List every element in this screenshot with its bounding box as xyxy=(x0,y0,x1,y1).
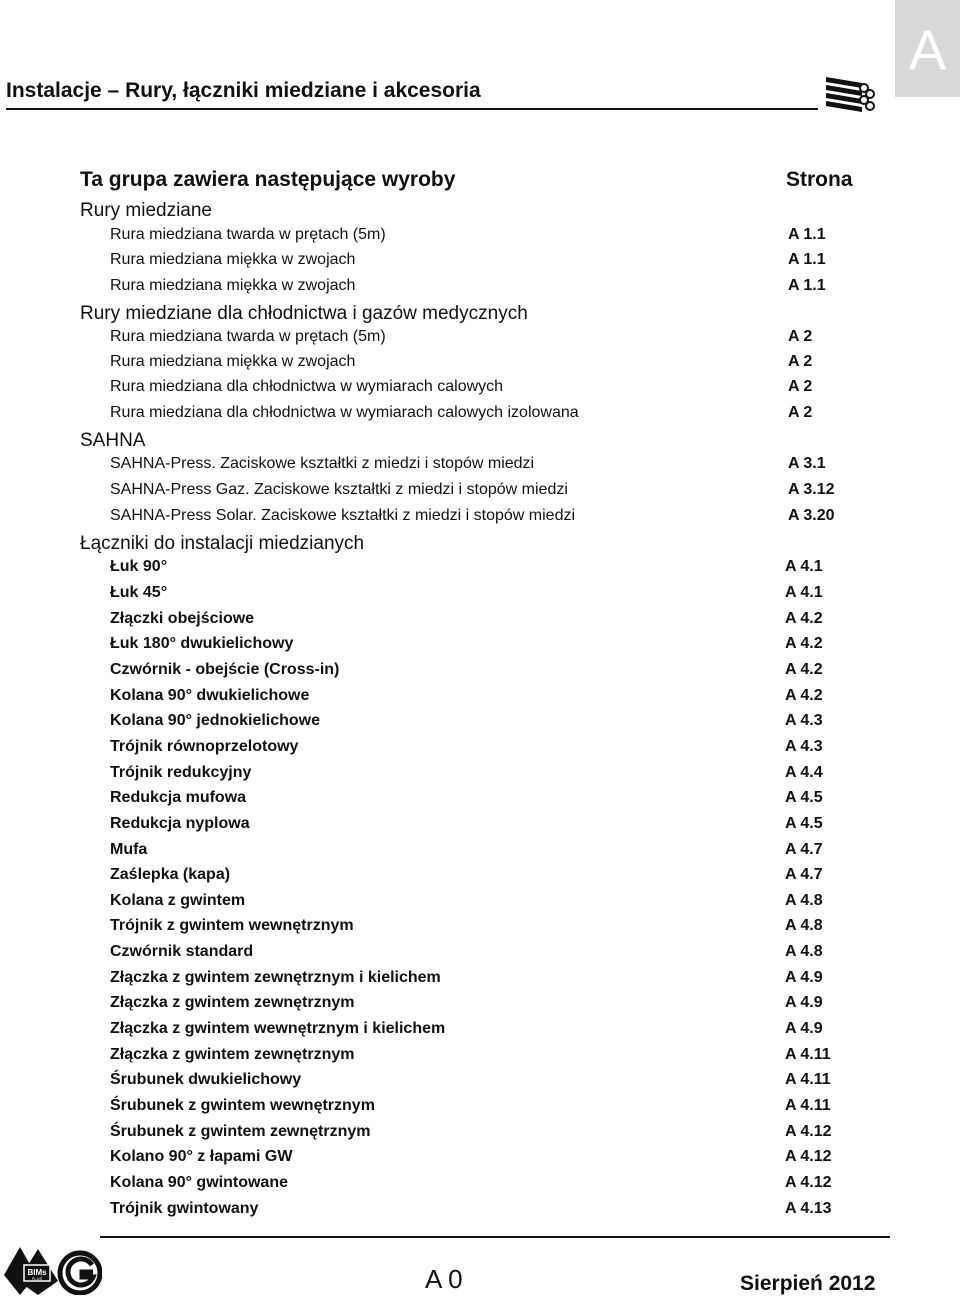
header-divider xyxy=(6,108,818,110)
bims-plus-logo-icon xyxy=(4,1243,102,1295)
toc-item xyxy=(0,712,960,738)
toc-page-ref: A 4.5 xyxy=(785,815,823,832)
toc-item xyxy=(0,866,960,892)
toc-page-ref: A 4.11 xyxy=(785,1046,831,1063)
toc-item xyxy=(0,815,960,841)
toc-page-ref: A 4.11 xyxy=(785,1071,831,1088)
toc-page-ref: A 4.2 xyxy=(785,687,823,704)
toc-item-label: Rura miedziana twarda w prętach (5m) xyxy=(110,328,386,345)
toc-item-label: Zaślepka (kapa) xyxy=(110,866,231,883)
toc-item xyxy=(0,507,960,533)
toc-item-label: Złączka z gwintem zewnętrznym xyxy=(110,994,355,1011)
toc-page-ref: A 4.12 xyxy=(785,1148,832,1165)
toc-item xyxy=(0,404,960,430)
toc-item xyxy=(0,994,960,1020)
toc-item-label: Łuk 180° dwukielichowy xyxy=(110,635,294,652)
toc-page-ref: A 4.1 xyxy=(785,584,823,601)
toc-item-label: Trójnik gwintowany xyxy=(110,1200,259,1217)
toc-item-label: Trójnik z gwintem wewnętrznym xyxy=(110,917,354,934)
toc-page-ref: A 4.7 xyxy=(785,866,823,883)
toc-category xyxy=(0,430,960,456)
toc-item xyxy=(0,892,960,918)
copper-pipes-bundle-icon xyxy=(822,74,876,114)
toc-item-label: SAHNA-Press Solar. Zaciskowe kształtki z miedzi i stopów miedzi xyxy=(110,507,576,524)
toc-page-ref: A 3.12 xyxy=(788,481,835,498)
toc-item xyxy=(0,917,960,943)
toc-item-label: Śrubunek dwukielichowy xyxy=(110,1071,302,1088)
footer-divider xyxy=(100,1236,890,1238)
toc-item xyxy=(0,353,960,379)
toc-item xyxy=(0,455,960,481)
logo-sub-text: PLUS xyxy=(31,1276,43,1281)
toc-page-ref: A 4.13 xyxy=(785,1200,832,1217)
toc-item xyxy=(0,328,960,354)
toc-page-ref: A 4.3 xyxy=(785,738,823,755)
toc-item xyxy=(0,764,960,790)
toc-item xyxy=(0,481,960,507)
toc-page-ref: A 4.2 xyxy=(785,610,823,627)
toc-item xyxy=(0,969,960,995)
toc-page-ref: A 4.1 xyxy=(785,558,823,575)
toc-page-ref: A 2 xyxy=(788,378,813,395)
toc-item-label: Złączka z gwintem zewnętrznym xyxy=(110,1046,355,1063)
toc-page-ref: A 4.8 xyxy=(785,943,823,960)
toc-page-ref: A 4.11 xyxy=(785,1097,831,1114)
toc-page-ref: A 4.9 xyxy=(785,994,823,1011)
toc-page-ref: A 4.5 xyxy=(785,789,823,806)
toc-page-ref: A 4.2 xyxy=(785,661,823,678)
page-title: Instalacje – Rury, łączniki miedziane i akcesoria xyxy=(6,79,481,102)
toc-page-ref: A 1.1 xyxy=(788,251,826,268)
section-tab: A xyxy=(895,0,960,97)
toc-item-label: Trójnik równoprzelotowy xyxy=(110,738,299,755)
toc-category-label: Rury miedziane dla chłodnictwa i gazów medycznych xyxy=(80,303,528,324)
toc-category xyxy=(0,303,960,329)
toc-item-label: Redukcja nyplowa xyxy=(110,815,250,832)
toc-item-label: Rura miedziana miękka w zwojach xyxy=(110,353,356,370)
toc-item-label: Złączki obejściowe xyxy=(110,610,255,627)
toc-header-page: Strona xyxy=(786,168,853,191)
toc-item-label: Złączka z gwintem zewnętrznym i kielichem xyxy=(110,969,441,986)
toc-item-label: Złączka z gwintem wewnętrznym i kielichem xyxy=(110,1020,446,1037)
toc-item-label: Redukcja mufowa xyxy=(110,789,247,806)
toc-item xyxy=(0,558,960,584)
toc-item xyxy=(0,277,960,303)
toc-item xyxy=(0,1046,960,1072)
toc-item-label: Kolana 90° gwintowane xyxy=(110,1174,288,1191)
toc-category-label: SAHNA xyxy=(80,430,146,451)
toc-item xyxy=(0,687,960,713)
toc-page-ref: A 4.9 xyxy=(785,1020,823,1037)
toc-item-label: Rura miedziana dla chłodnictwa w wymiarach calowych izolowana xyxy=(110,404,579,421)
toc-item xyxy=(0,378,960,404)
toc-item-label: Śrubunek z gwintem zewnętrznym xyxy=(110,1123,371,1140)
toc-item xyxy=(0,1071,960,1097)
toc-item-label: Czwórnik - obejście (Cross-in) xyxy=(110,661,340,678)
toc-item xyxy=(0,1200,960,1226)
toc-item xyxy=(0,661,960,687)
toc-item-label: Mufa xyxy=(110,841,148,858)
toc-item-label: Kolana 90° jednokielichowe xyxy=(110,712,321,729)
toc-page-ref: A 1.1 xyxy=(788,277,826,294)
toc-item-label: SAHNA-Press. Zaciskowe kształtki z miedzi i stopów miedzi xyxy=(110,455,535,472)
toc-page-ref: A 4.7 xyxy=(785,841,823,858)
toc-page-ref: A 4.2 xyxy=(785,635,823,652)
toc-item-label: Trójnik redukcyjny xyxy=(110,764,252,781)
toc-page-ref: A 2 xyxy=(788,328,813,345)
toc-category xyxy=(0,200,960,226)
toc-item xyxy=(0,635,960,661)
toc-page-ref: A 4.8 xyxy=(785,892,823,909)
toc-item xyxy=(0,738,960,764)
toc-item xyxy=(0,1148,960,1174)
toc-item-label: Rura miedziana miękka w zwojach xyxy=(110,277,356,294)
toc-item xyxy=(0,1020,960,1046)
toc-category-label: Rury miedziane xyxy=(80,200,212,221)
toc-page-ref: A 4.12 xyxy=(785,1174,832,1191)
publication-date: Sierpień 2012 xyxy=(740,1272,876,1295)
toc-item-label: Śrubunek z gwintem wewnętrznym xyxy=(110,1097,375,1114)
toc-item-label: SAHNA-Press Gaz. Zaciskowe kształtki z miedzi i stopów miedzi xyxy=(110,481,568,498)
toc-item-label: Kolana z gwintem xyxy=(110,892,246,909)
toc-item-label: Łuk 90° xyxy=(110,558,168,575)
toc-item-label: Kolano 90° z łapami GW xyxy=(110,1148,293,1165)
toc-item xyxy=(0,226,960,252)
toc-page-ref: A 4.4 xyxy=(785,764,823,781)
toc-item xyxy=(0,1097,960,1123)
logo-brand-text: BIMs xyxy=(27,1268,47,1277)
toc-item xyxy=(0,584,960,610)
toc-item-label: Łuk 45° xyxy=(110,584,168,601)
toc-item xyxy=(0,610,960,636)
toc-item xyxy=(0,943,960,969)
toc-page-ref: A 4.12 xyxy=(785,1123,832,1140)
toc-item xyxy=(0,789,960,815)
toc-page-ref: A 2 xyxy=(788,404,813,421)
toc-page-ref: A 2 xyxy=(788,353,813,370)
page-number: A 0 xyxy=(425,1264,463,1294)
toc-item-label: Rura miedziana twarda w prętach (5m) xyxy=(110,226,386,243)
toc-item xyxy=(0,251,960,277)
toc-item-label: Rura miedziana miękka w zwojach xyxy=(110,251,356,268)
toc-page-ref: A 3.20 xyxy=(788,507,835,524)
toc-item-label: Kolana 90° dwukielichowe xyxy=(110,687,310,704)
toc-item xyxy=(0,1174,960,1200)
toc-page-ref: A 4.3 xyxy=(785,712,823,729)
toc-item-label: Czwórnik standard xyxy=(110,943,254,960)
toc-category xyxy=(0,533,960,559)
toc-item xyxy=(0,841,960,867)
toc-page-ref: A 4.8 xyxy=(785,917,823,934)
toc-item xyxy=(0,1123,960,1149)
toc-page-ref: A 4.9 xyxy=(785,969,823,986)
toc-item-label: Rura miedziana dla chłodnictwa w wymiarach calowych xyxy=(110,378,504,395)
toc-header-label: Ta grupa zawiera następujące wyroby xyxy=(80,168,456,191)
toc-page-ref: A 3.1 xyxy=(788,455,826,472)
toc-category-label: Łączniki do instalacji miedzianych xyxy=(80,533,365,554)
toc-page-ref: A 1.1 xyxy=(788,226,826,243)
